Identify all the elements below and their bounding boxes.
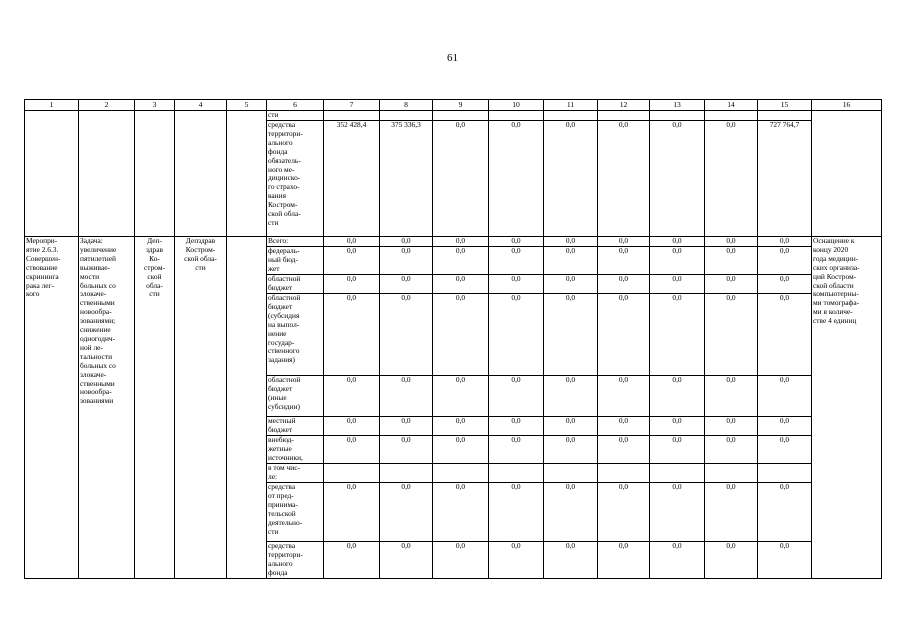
- value-cell: 0,0: [544, 483, 598, 542]
- value-cell: 0,0: [598, 294, 650, 376]
- value-cell: 0,0: [489, 294, 544, 376]
- value-cell: 727 764,7: [758, 121, 812, 237]
- value-cell: 0,0: [489, 247, 544, 275]
- value-cell: 375 336,3: [380, 121, 433, 237]
- funding-source-cell: областной бюджет (субсидия на выпол- нение государ- ственного задания): [267, 294, 324, 376]
- table-row: [25, 237, 882, 247]
- value-cell: 0,0: [433, 121, 489, 237]
- value-cell: 0,0: [489, 275, 544, 294]
- empty-cell: [812, 111, 882, 237]
- value-cell: 0,0: [598, 275, 650, 294]
- value-cell: [705, 464, 758, 483]
- value-cell: 0,0: [544, 294, 598, 376]
- value-cell: [324, 111, 380, 121]
- value-cell: [598, 111, 650, 121]
- value-cell: 0,0: [489, 542, 544, 579]
- value-cell: 0,0: [380, 436, 433, 464]
- column-number-cell: 12: [598, 100, 650, 111]
- value-cell: [544, 464, 598, 483]
- value-cell: 0,0: [598, 247, 650, 275]
- value-cell: 0,0: [433, 275, 489, 294]
- value-cell: [598, 464, 650, 483]
- value-cell: 0,0: [544, 417, 598, 436]
- value-cell: [433, 111, 489, 121]
- value-cell: 0,0: [758, 417, 812, 436]
- value-cell: 0,0: [544, 247, 598, 275]
- column-number-cell: 11: [544, 100, 598, 111]
- value-cell: 0,0: [650, 294, 705, 376]
- funding-source-cell: средства территори- ального фонда: [267, 542, 324, 579]
- funding-source-cell: средства территори- ального фонда обязатель- ного ме- дицинско- го страхо- вания Костром- ской обла- сти: [267, 121, 324, 237]
- empty-cell: [227, 237, 267, 579]
- value-cell: 0,0: [598, 436, 650, 464]
- participant-cell: Депздрав Костром- ской обла- сти: [175, 237, 227, 579]
- funding-source-cell: областной бюджет (иные субсидии): [267, 376, 324, 417]
- value-cell: [650, 464, 705, 483]
- value-cell: 0,0: [489, 436, 544, 464]
- value-cell: 0,0: [598, 417, 650, 436]
- responsible-executor-cell: Деп- здрав Ко- стром- ской обла- сти: [135, 237, 175, 579]
- value-cell: 0,0: [324, 275, 380, 294]
- column-number-cell: 4: [175, 100, 227, 111]
- column-number-cell: 1: [25, 100, 79, 111]
- value-cell: 0,0: [489, 376, 544, 417]
- value-cell: 0,0: [380, 275, 433, 294]
- value-cell: [489, 464, 544, 483]
- value-cell: 0,0: [705, 417, 758, 436]
- value-cell: 0,0: [650, 121, 705, 237]
- value-cell: [758, 111, 812, 121]
- value-cell: 0,0: [324, 542, 380, 579]
- value-cell: 0,0: [705, 247, 758, 275]
- column-number-cell: 7: [324, 100, 380, 111]
- value-cell: 0,0: [324, 417, 380, 436]
- value-cell: 0,0: [380, 483, 433, 542]
- column-number-cell: 9: [433, 100, 489, 111]
- funding-source-cell: Всего:: [267, 237, 324, 247]
- value-cell: 0,0: [544, 542, 598, 579]
- empty-cell: [227, 111, 267, 237]
- value-cell: 0,0: [544, 237, 598, 247]
- measure-task-cell: Задача: увеличение пятилетней выживае- мости больных со злокаче- ственными новообра- зованиями; снижение одногодич- ной ле- тальности больных со злокаче- ственными новообра- зованиями: [79, 237, 135, 579]
- value-cell: 0,0: [598, 237, 650, 247]
- value-cell: 0,0: [650, 542, 705, 579]
- table-body: [25, 100, 882, 579]
- funding-source-cell: местный бюджет: [267, 417, 324, 436]
- value-cell: 0,0: [758, 275, 812, 294]
- funding-source-cell: федераль- ный бюд- жет: [267, 247, 324, 275]
- column-number-cell: 16: [812, 100, 882, 111]
- value-cell: 0,0: [705, 275, 758, 294]
- value-cell: 0,0: [758, 376, 812, 417]
- table-row: [25, 111, 882, 121]
- value-cell: [380, 111, 433, 121]
- funding-source-cell: областной бюджет: [267, 275, 324, 294]
- funding-source-cell: в том чис- ле:: [267, 464, 324, 483]
- value-cell: 0,0: [433, 436, 489, 464]
- column-number-cell: 10: [489, 100, 544, 111]
- value-cell: 0,0: [598, 483, 650, 542]
- value-cell: 0,0: [380, 237, 433, 247]
- value-cell: [324, 464, 380, 483]
- value-cell: [544, 111, 598, 121]
- value-cell: 0,0: [598, 121, 650, 237]
- program-funding-table: [24, 99, 882, 579]
- expected-result-cell: Оснащение к концу 2020 года медицин- ских организа- ций Костром- ской области компьютерны- ми томографа- ми в количе- стве 4 единиц: [812, 237, 882, 579]
- column-number-cell: 15: [758, 100, 812, 111]
- value-cell: 0,0: [324, 483, 380, 542]
- column-number-row: [25, 100, 882, 111]
- value-cell: [758, 464, 812, 483]
- value-cell: [380, 464, 433, 483]
- value-cell: 0,0: [758, 542, 812, 579]
- value-cell: 0,0: [544, 376, 598, 417]
- value-cell: 0,0: [433, 247, 489, 275]
- value-cell: [489, 111, 544, 121]
- value-cell: 0,0: [380, 247, 433, 275]
- funding-source-cell: сти: [267, 111, 324, 121]
- value-cell: 0,0: [489, 121, 544, 237]
- value-cell: 0,0: [433, 237, 489, 247]
- column-number-cell: 8: [380, 100, 433, 111]
- value-cell: 0,0: [433, 417, 489, 436]
- value-cell: 0,0: [324, 247, 380, 275]
- empty-cell: [25, 111, 79, 237]
- value-cell: 0,0: [705, 237, 758, 247]
- value-cell: [650, 111, 705, 121]
- empty-cell: [79, 111, 135, 237]
- value-cell: 0,0: [758, 483, 812, 542]
- value-cell: 0,0: [705, 542, 758, 579]
- page-number: 61: [447, 52, 458, 64]
- value-cell: 0,0: [324, 294, 380, 376]
- value-cell: 0,0: [433, 376, 489, 417]
- value-cell: 0,0: [650, 483, 705, 542]
- column-number-cell: 13: [650, 100, 705, 111]
- value-cell: 0,0: [705, 376, 758, 417]
- empty-cell: [175, 111, 227, 237]
- value-cell: 352 428,4: [324, 121, 380, 237]
- value-cell: 0,0: [489, 483, 544, 542]
- value-cell: 0,0: [705, 436, 758, 464]
- column-number-cell: 5: [227, 100, 267, 111]
- funding-source-cell: средства от пред- принима- тельской деятельно- сти: [267, 483, 324, 542]
- value-cell: 0,0: [544, 275, 598, 294]
- value-cell: [433, 464, 489, 483]
- value-cell: 0,0: [650, 275, 705, 294]
- value-cell: 0,0: [433, 294, 489, 376]
- column-number-cell: 3: [135, 100, 175, 111]
- value-cell: 0,0: [324, 376, 380, 417]
- value-cell: 0,0: [380, 294, 433, 376]
- value-cell: 0,0: [758, 237, 812, 247]
- value-cell: 0,0: [758, 294, 812, 376]
- column-number-cell: 14: [705, 100, 758, 111]
- measure-name-cell: Меропри- ятие 2.6.3. Совершен- ствование скрининга рака лег- кого: [25, 237, 79, 579]
- value-cell: [705, 111, 758, 121]
- value-cell: 0,0: [650, 237, 705, 247]
- value-cell: 0,0: [650, 376, 705, 417]
- value-cell: 0,0: [489, 417, 544, 436]
- column-number-cell: 2: [79, 100, 135, 111]
- value-cell: 0,0: [433, 483, 489, 542]
- value-cell: 0,0: [544, 436, 598, 464]
- value-cell: 0,0: [380, 542, 433, 579]
- value-cell: 0,0: [705, 121, 758, 237]
- value-cell: 0,0: [598, 542, 650, 579]
- value-cell: 0,0: [650, 436, 705, 464]
- value-cell: 0,0: [489, 237, 544, 247]
- empty-cell: [135, 111, 175, 237]
- value-cell: 0,0: [598, 376, 650, 417]
- funding-source-cell: внебюд- жетные источники,: [267, 436, 324, 464]
- value-cell: 0,0: [758, 247, 812, 275]
- value-cell: 0,0: [380, 417, 433, 436]
- value-cell: 0,0: [324, 436, 380, 464]
- value-cell: 0,0: [705, 483, 758, 542]
- column-number-cell: 6: [267, 100, 324, 111]
- value-cell: 0,0: [433, 542, 489, 579]
- value-cell: 0,0: [758, 436, 812, 464]
- value-cell: 0,0: [650, 247, 705, 275]
- value-cell: 0,0: [705, 294, 758, 376]
- value-cell: 0,0: [324, 237, 380, 247]
- value-cell: 0,0: [544, 121, 598, 237]
- value-cell: 0,0: [650, 417, 705, 436]
- value-cell: 0,0: [380, 376, 433, 417]
